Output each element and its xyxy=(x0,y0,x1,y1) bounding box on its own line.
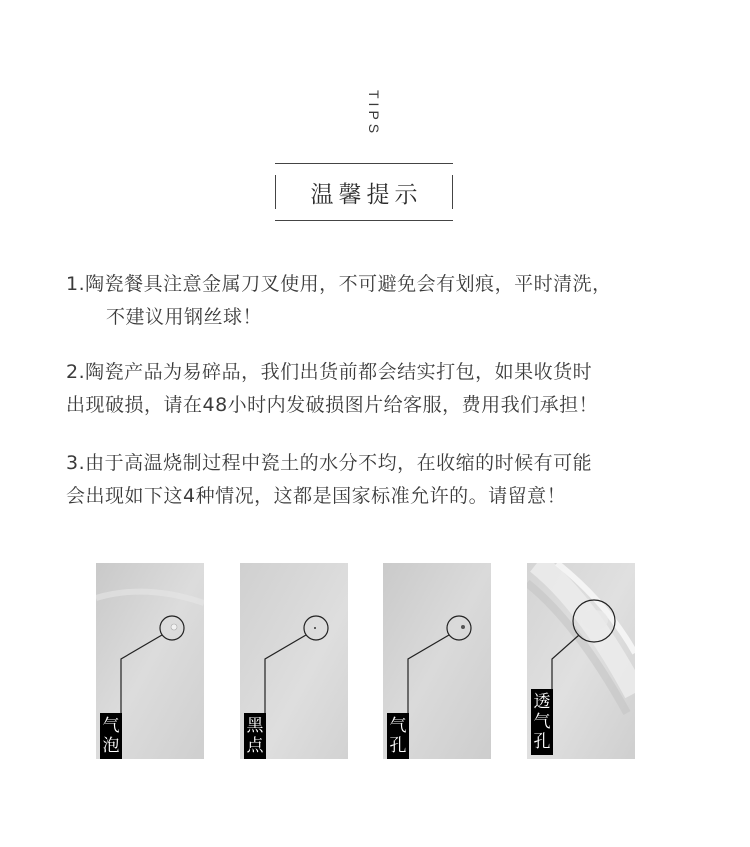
sample-through-pore-char-1: 透 xyxy=(533,692,551,712)
sample-bubble-char-2: 泡 xyxy=(102,736,120,756)
sample-black-dot-char-2: 点 xyxy=(246,736,264,756)
sample-pore-char-1: 气 xyxy=(389,716,407,736)
sample-black-dot-tag xyxy=(244,713,266,759)
note-3-line-2: 会出现如下这4种情况，这都是国家标准允许的。请留意！ xyxy=(66,485,567,507)
sample-bubble xyxy=(96,563,204,759)
sample-black-dot xyxy=(240,563,348,759)
note-2-line-1: 2.陶瓷产品为易碎品，我们出货前都会结实打包，如果收货时 xyxy=(66,361,593,383)
sample-through-pore-tag xyxy=(531,689,553,755)
note-1-line-1: 1.陶瓷餐具注意金属刀叉使用，不可避免会有划痕，平时清洗， xyxy=(66,273,612,295)
sample-pore-tag xyxy=(387,713,409,759)
note-3-line-1: 3.由于高温烧制过程中瓷土的水分不均，在收缩的时候有可能 xyxy=(66,452,593,474)
sample-pore-char-2: 孔 xyxy=(389,736,407,756)
sample-pore xyxy=(383,563,491,759)
note-2 xyxy=(66,356,706,422)
sample-through-pore-char-3: 孔 xyxy=(533,732,551,752)
sample-bubble-tag xyxy=(100,713,122,759)
page-title: 温馨提示 xyxy=(310,182,423,208)
sample-black-dot-char-1: 黑 xyxy=(246,716,264,736)
sample-bubble-char-1: 气 xyxy=(102,716,120,736)
note-1-line-2: 不建议用钢丝球！ xyxy=(106,306,263,328)
note-3 xyxy=(66,447,706,513)
note-2-line-2: 出现破损，请在48小时内发破损图片给客服，费用我们承担！ xyxy=(66,394,599,416)
tips-label: TIPS xyxy=(366,90,382,138)
sample-through-pore-char-2: 气 xyxy=(533,712,551,732)
sample-through-pore xyxy=(527,563,635,759)
note-1 xyxy=(66,268,706,334)
title-box xyxy=(275,163,453,221)
